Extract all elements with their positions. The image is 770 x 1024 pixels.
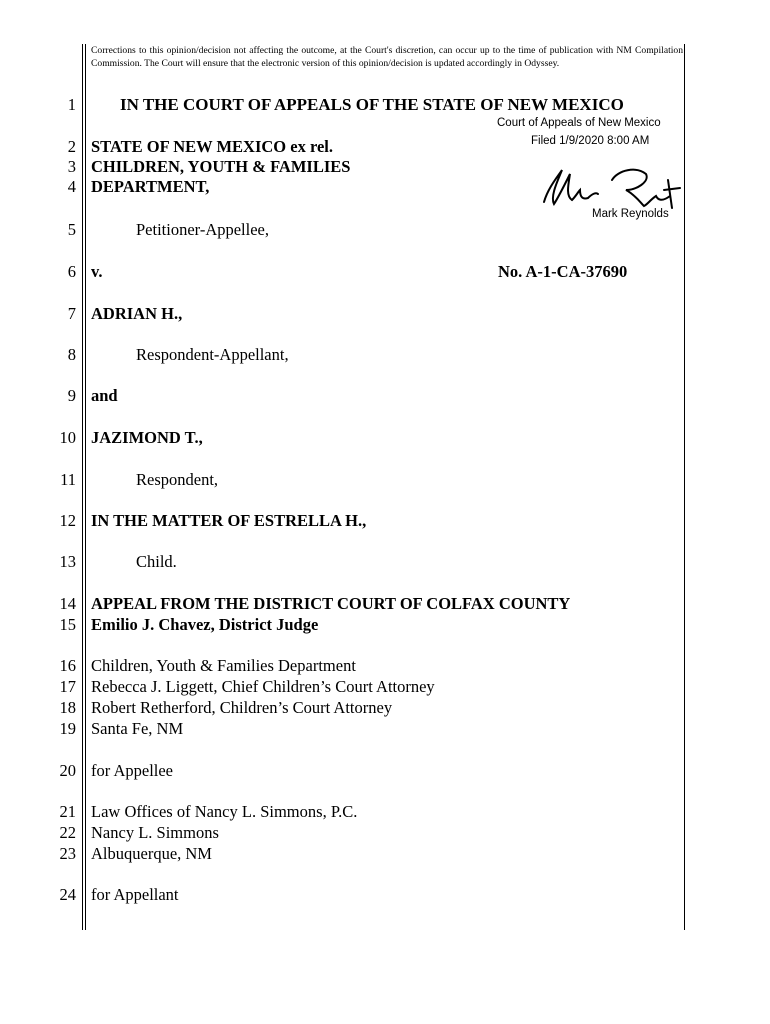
line-number: 5 [67,220,76,239]
line-number: 1 [67,95,76,114]
left-margin-rule-inner [85,44,86,930]
caption-party-line: STATE OF NEW MEXICO ex rel. [91,137,334,156]
corrections-notice: Corrections to this opinion/decision not affecting the outcome, at the Court's discretion, can occur up to the time of publication with NM Compilation Commission. The Court will ensure that the electronic version of this opinion/decision is updated accordingly in Odyssey. [91,45,683,69]
counsel-line: Rebecca J. Liggett, Chief Children’s Court Attorney [91,677,435,696]
counsel-for: for Appellant [91,885,179,904]
case-number: No. A-1-CA-37690 [498,262,628,281]
line-number: 11 [60,470,76,489]
counsel-line: Robert Retherford, Children’s Court Attorney [91,698,393,717]
line-number: 23 [59,844,76,863]
party-role: Respondent-Appellant, [136,345,289,364]
line-number: 18 [59,698,76,717]
line-number: 9 [67,386,76,405]
stamp-court: Court of Appeals of New Mexico [497,117,661,129]
line-number: 8 [67,345,76,364]
counsel-line: Children, Youth & Families Department [91,656,356,675]
appeal-heading: APPEAL FROM THE DISTRICT COURT OF COLFAX COUNTY [91,594,571,613]
left-margin-rule-outer [82,44,83,930]
court-title: IN THE COURT OF APPEALS OF THE STATE OF NEW MEXICO [120,95,624,114]
line-number: 10 [59,428,76,447]
counsel-line: Law Offices of Nancy L. Simmons, P.C. [91,802,358,821]
district-judge: Emilio J. Chavez, District Judge [91,615,319,634]
caption-party-line: DEPARTMENT, [91,177,210,196]
line-number: 6 [67,262,76,281]
stamp-clerk: Mark Reynolds [592,208,669,220]
line-number: 17 [59,677,76,696]
line-number: 16 [59,656,76,675]
conjunction: and [91,386,118,405]
line-number: 2 [67,137,76,156]
line-number: 12 [59,511,76,530]
party-name: ADRIAN H., [91,304,183,323]
line-number: 13 [59,552,76,571]
matter-of: IN THE MATTER OF ESTRELLA H., [91,511,367,530]
stamp-filed: Filed 1/9/2020 8:00 AM [531,135,650,147]
line-number: 7 [67,304,76,323]
line-number: 24 [59,885,76,904]
party-role: Child. [136,552,177,571]
line-number: 20 [59,761,76,780]
line-number: 14 [59,594,76,613]
counsel-line: Albuquerque, NM [91,844,212,863]
line-number: 15 [59,615,76,634]
line-number: 19 [59,719,76,738]
line-number: 21 [59,802,76,821]
party-name: JAZIMOND T., [91,428,203,447]
right-margin-rule [684,44,685,930]
line-number: 22 [59,823,76,842]
counsel-line: Santa Fe, NM [91,719,184,738]
counsel-line: Nancy L. Simmons [91,823,219,842]
line-number: 3 [67,157,76,176]
caption-party-line: CHILDREN, YOUTH & FAMILIES [91,157,351,176]
party-role: Respondent, [136,470,219,489]
versus: v. [91,262,103,281]
party-role: Petitioner-Appellee, [136,220,269,239]
counsel-for: for Appellee [91,761,174,780]
line-number: 4 [67,177,76,196]
